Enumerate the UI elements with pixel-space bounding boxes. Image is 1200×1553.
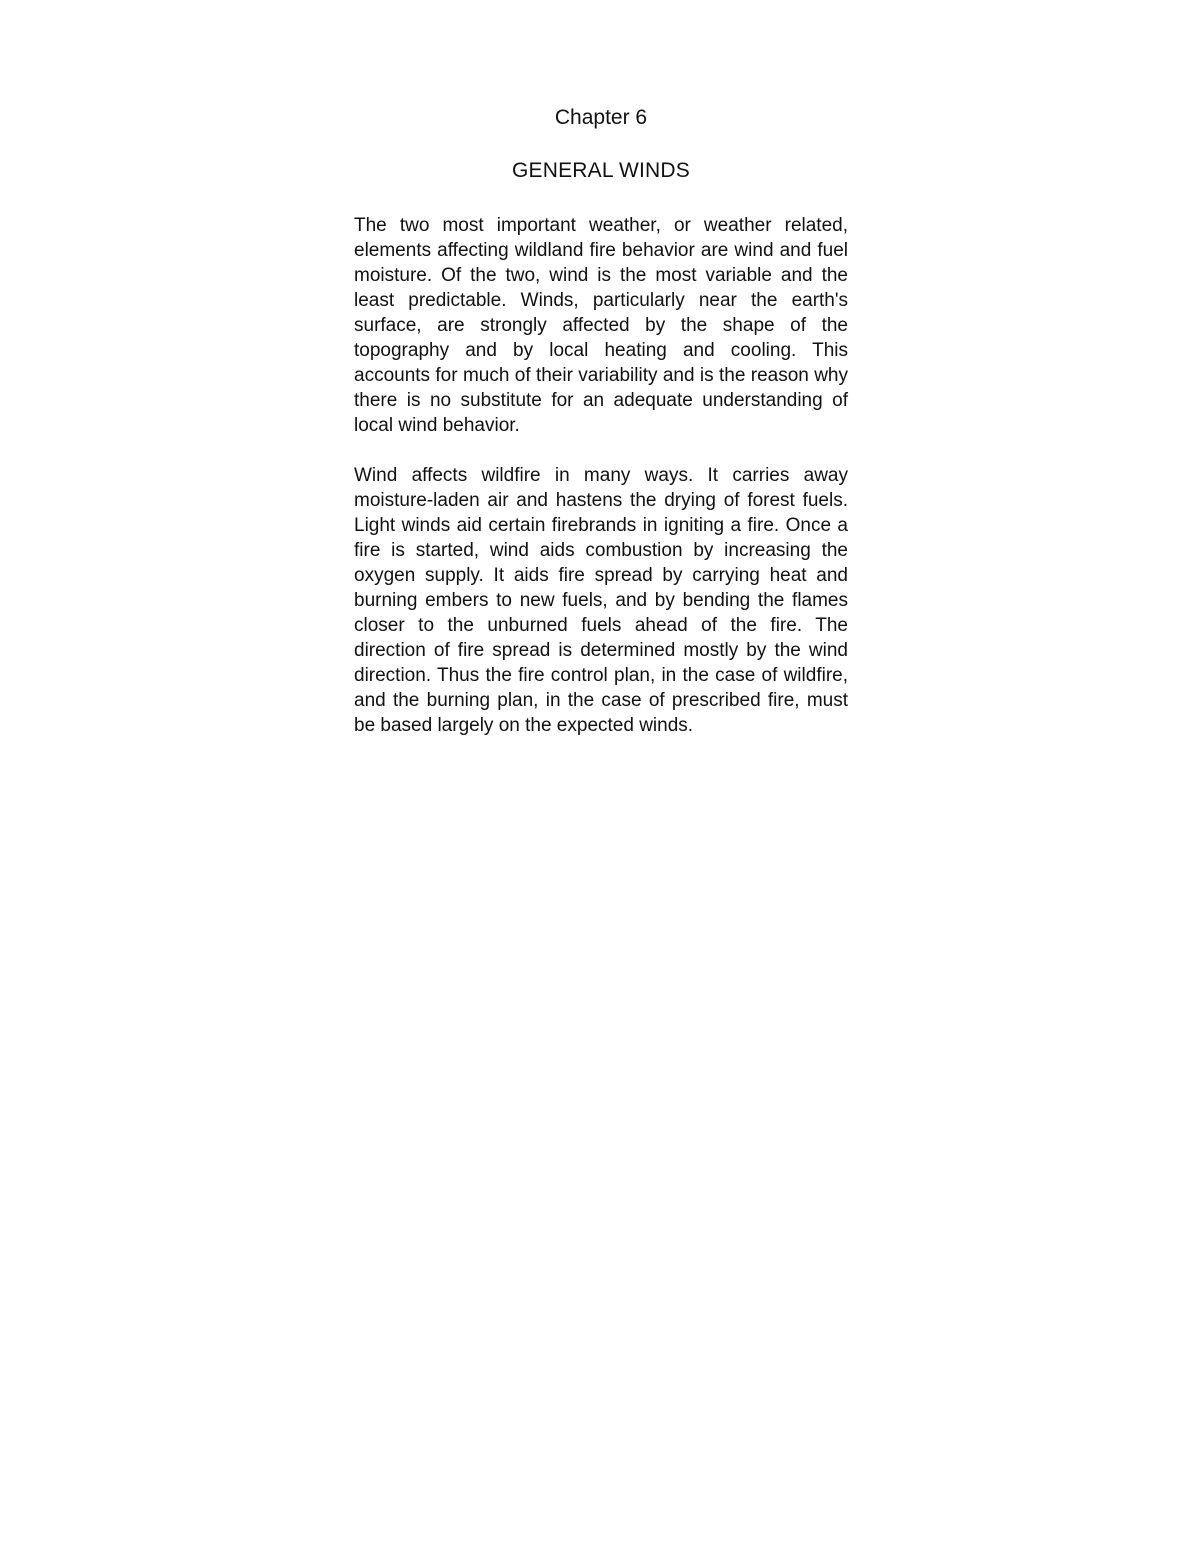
chapter-body [354, 213, 848, 738]
paragraph-2: Wind affects wildfire in many ways. It carries away moisture-laden air and hastens the drying of forest fuels. Light winds aid certain firebrands in igniting a fire. Once a fire is started, wind aids combustion by increasing the oxygen supply. It aids fire spread by carrying heat and burning embers to new fuels, and by bending the flames closer to the unburned fuels ahead of the fire. The direction of fire spread is determined mostly by the wind direction. Thus the fire control plan, in the case of wildfire, and the burning plan, in the case of prescribed fire, must be based largely on the expected winds. [354, 465, 848, 736]
chapter-number: Chapter 6 [554, 106, 648, 129]
text-column [354, 103, 848, 738]
paragraph-1: The two most important weather, or weather related, elements affecting wildland fire behavior are wind and fuel moisture. Of the two, wind is the most variable and the least predictable. Winds, particularly near the earth's surface, are strongly affected by the shape of the topography and by local heating and cooling. This accounts for much of their variability and is the reason why there is no substitute for an adequate understanding of local wind behavior. [354, 215, 848, 436]
chapter-title: GENERAL WINDS [511, 159, 690, 182]
